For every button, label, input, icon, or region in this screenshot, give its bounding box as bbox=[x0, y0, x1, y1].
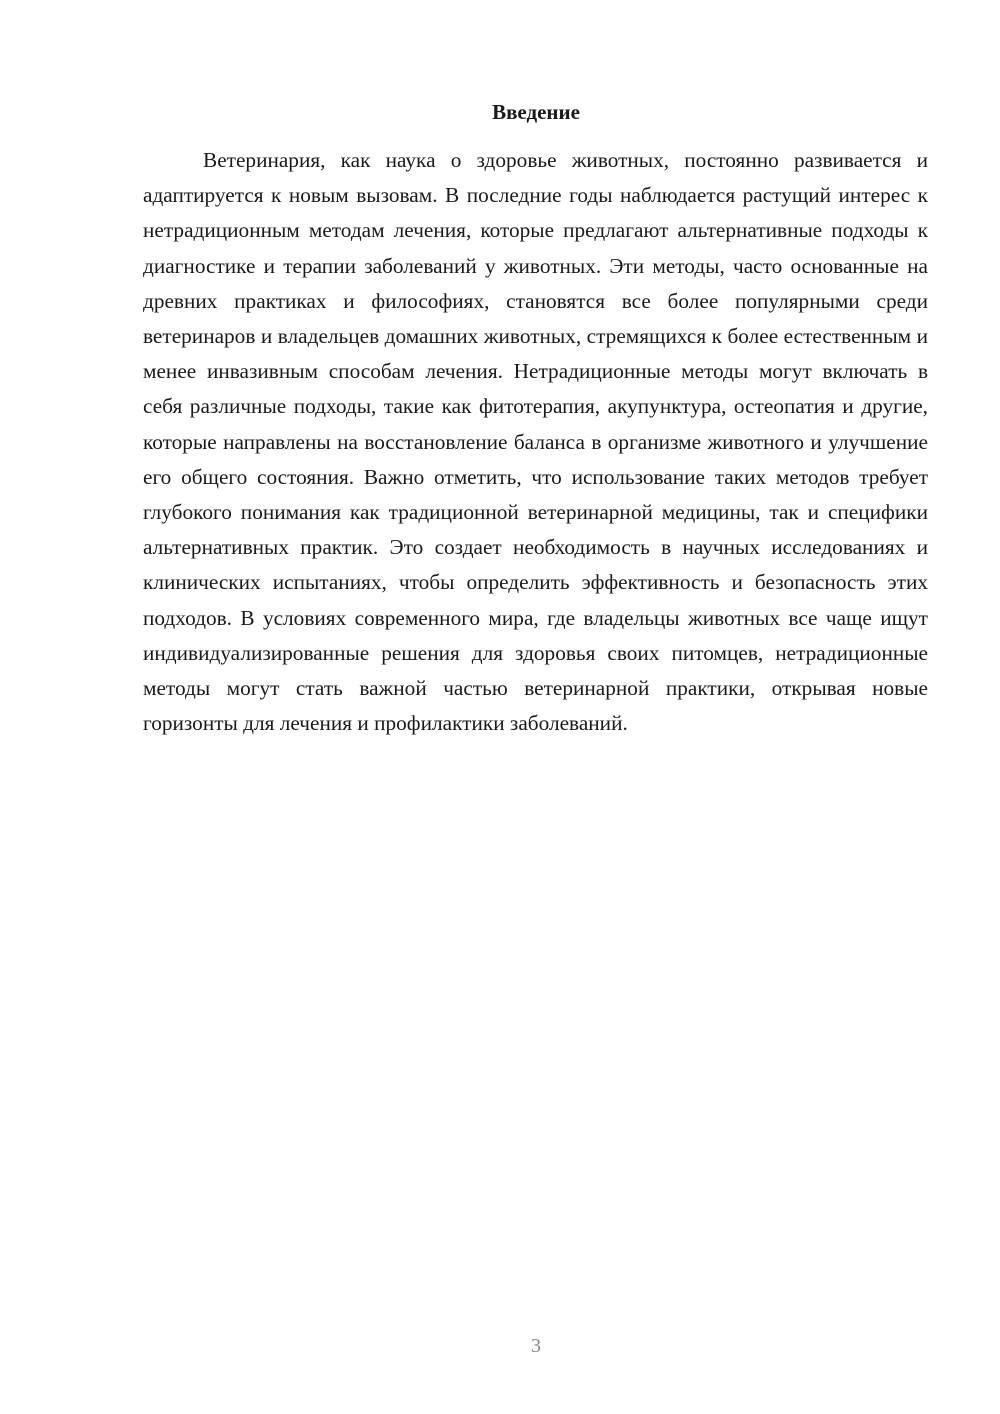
page-title: Введение bbox=[492, 100, 580, 124]
page-number: 3 bbox=[531, 1335, 541, 1357]
intro-paragraph: Ветеринария, как наука о здоровье животных, постоянно развивается и адаптируется к новым вызовам. В последние годы наблюдается растущий интерес к нетрадиционным методам лечения, которые предлагают альтернативные подходы к диагностике и терапии заболеваний у животных. Эти методы, часто основанные на древних практиках и философиях, становятся все более популярными среди ветеринаров и владельцев домашних животных, стремящихся к более естественным и менее инвазивным способам лечения. Нетрадиционные методы могут включать в себя различные подходы, такие как фитотерапия, акупунктура, остеопатия и другие, которые направлены на восстановление баланса в организме животного и улучшение его общего состояния. Важно отметить, что использование таких методов требует глубокого понимания как традиционной ветеринарной медицины, так и специфики альтернативных практик. Это создает необходимость в научных исследованиях и клинических испытаниях, чтобы определить эффективность и безопасность этих подходов. В условиях современного мира, где владельцы животных все чаще ищут индивидуализированные решения для здоровья своих питомцев, нетрадиционные методы могут стать важной частью ветеринарной практики, открывая новые горизонты для лечения и профилактики заболеваний. bbox=[143, 148, 928, 736]
